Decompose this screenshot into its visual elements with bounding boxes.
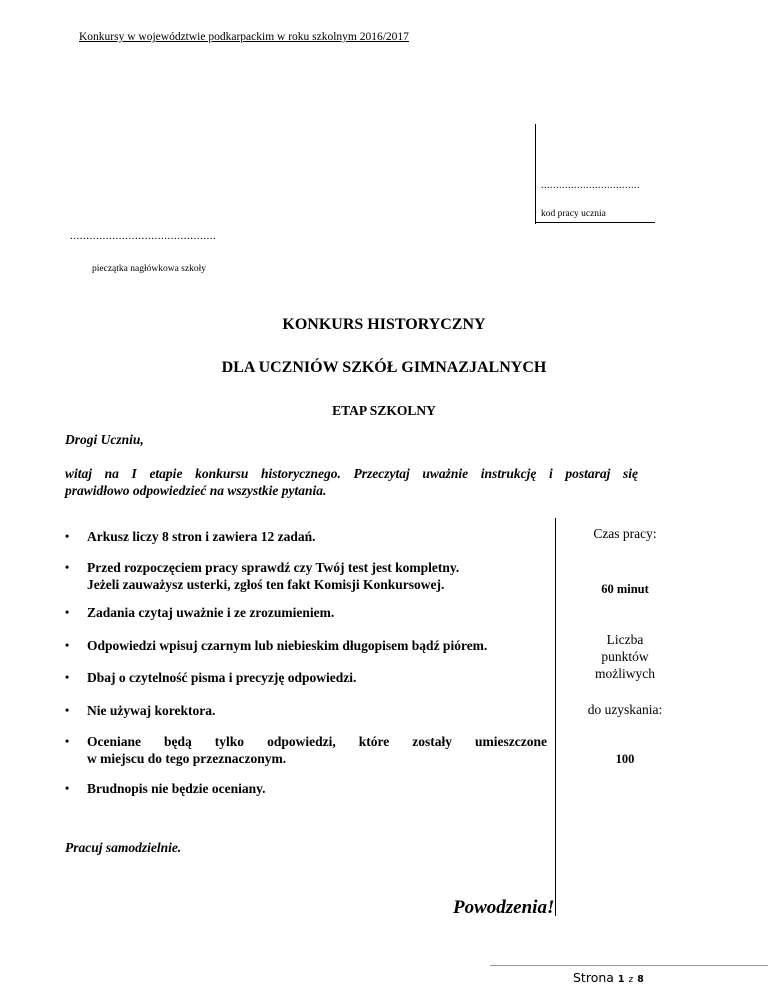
bullet-icon: • [65, 638, 70, 652]
rule-text: Brudnopis nie będzie oceniany. [87, 781, 266, 796]
rule-text: Nie używaj korektora. [87, 703, 216, 718]
rule-line: Oceniane będą tylko odpowiedzi, które zostały umieszczone [87, 734, 547, 749]
rule-text: Arkusz liczy 8 stron i zawiera 12 zadań. [87, 529, 316, 544]
time-value: 60 minut [601, 582, 649, 596]
greeting: Drogi Uczniu, [65, 432, 144, 447]
intro-paragraph [65, 465, 638, 499]
bullet-icon: • [65, 670, 70, 684]
side-panel-divider [555, 518, 556, 916]
student-code-field: ................................. [541, 180, 640, 191]
points-value: 100 [615, 752, 635, 766]
bullet-icon: • [65, 605, 70, 619]
page-total: 8 [637, 974, 644, 985]
points-label-line: możliwych [595, 666, 655, 681]
rule-text: Dbaj o czytelność pisma i precyzję odpowiedzi. [87, 670, 357, 685]
contest-title: KONKURS HISTORYCZNY [282, 316, 486, 333]
intro-line: prawidłowo odpowiedzieć na wszystkie pytania. [65, 483, 327, 498]
school-stamp-field: ............................................. [70, 230, 217, 242]
footer-divider [490, 965, 768, 966]
rule-text [87, 733, 547, 767]
bullet-icon: • [65, 734, 70, 748]
bullet-icon: • [65, 781, 70, 795]
points-label-line: punktów [601, 649, 649, 664]
rule-line: Jeżeli zauważysz usterki, zgłoś ten fakt Komisji Konkursowej. [87, 577, 445, 592]
good-luck-message: Powodzenia! [453, 897, 555, 918]
intro-line: witaj na I etapie konkursu historycznego. Przeczytaj uważnie instrukcję i postaraj się [65, 466, 638, 481]
rule-text [87, 559, 547, 593]
page-separator: z [628, 975, 634, 985]
student-code-label: kod pracy ucznia [541, 209, 606, 219]
points-label-line: do uzyskania: [587, 702, 663, 717]
header-title: Konkursy w województwie podkarpackim w roku szkolnym 2016/2017 [79, 31, 409, 43]
contest-stage: ETAP SZKOLNY [332, 403, 436, 418]
time-label: Czas pracy: [593, 526, 657, 541]
rule-line: Przed rozpoczęciem pracy sprawdź czy Twój test jest kompletny. [87, 560, 460, 575]
code-box-bottom-border [535, 222, 655, 223]
page-word: Strona [573, 970, 614, 985]
bullet-icon: • [65, 703, 70, 717]
bullet-icon: • [65, 560, 70, 574]
bullet-icon: • [65, 529, 70, 543]
page-number [573, 970, 644, 985]
school-stamp-label: pieczątka nagłówkowa szkoły [92, 264, 206, 274]
rule-text: Zadania czytaj uważnie i ze zrozumieniem. [87, 605, 335, 620]
code-box-left-border [535, 124, 536, 224]
page-current: 1 [617, 974, 625, 985]
work-alone-note: Pracuj samodzielnie. [65, 840, 182, 855]
contest-subtitle: DLA UCZNIÓW SZKÓŁ GIMNAZJALNYCH [221, 359, 547, 376]
rule-line: w miejscu do tego przeznaczonym. [87, 751, 287, 766]
points-label-line: Liczba [606, 632, 644, 647]
rule-text: Odpowiedzi wpisuj czarnym lub niebieskim długopisem bądź piórem. [87, 638, 488, 653]
